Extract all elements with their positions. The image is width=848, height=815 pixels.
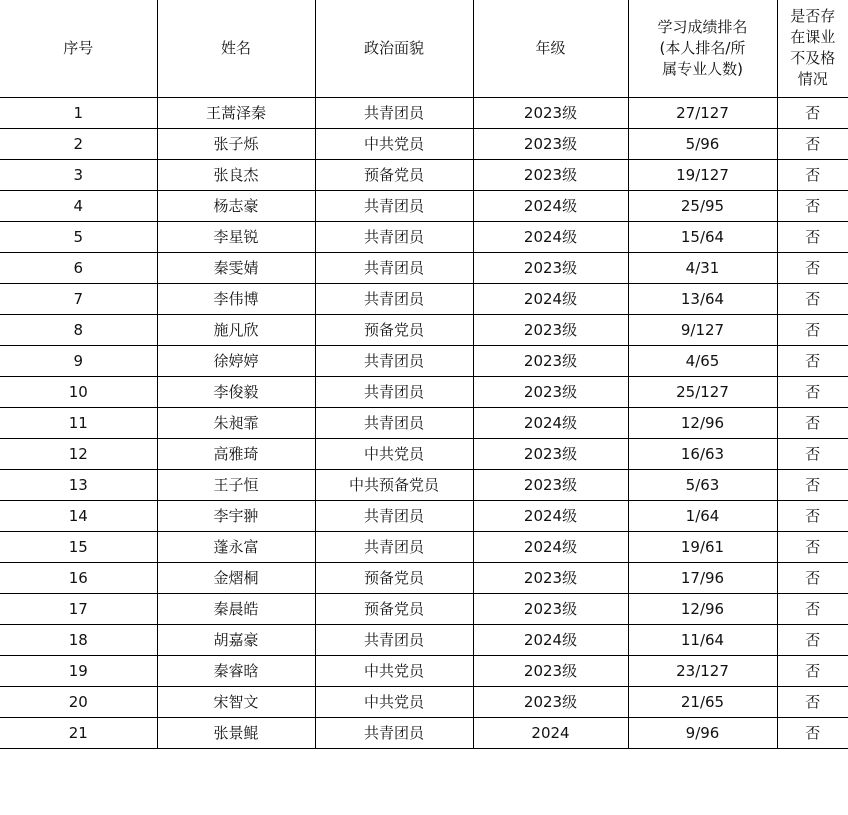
cell-fail: 否 [777,221,848,252]
table-row [0,562,848,593]
cell-fail: 否 [777,562,848,593]
cell-name: 李宇翀 [157,500,315,531]
cell-grade: 2023级 [473,686,628,717]
cell-fail: 否 [777,159,848,190]
cell-rank: 11/64 [628,624,777,655]
cell-index: 17 [0,593,157,624]
header-political: 政治面貌 [315,0,473,97]
cell-grade: 2024级 [473,531,628,562]
cell-name: 秦睿晗 [157,655,315,686]
cell-rank: 15/64 [628,221,777,252]
cell-index: 19 [0,655,157,686]
cell-name: 胡嘉豪 [157,624,315,655]
cell-political: 共青团员 [315,376,473,407]
cell-political: 共青团员 [315,97,473,128]
cell-fail: 否 [777,500,848,531]
cell-index: 6 [0,252,157,283]
cell-rank: 13/64 [628,283,777,314]
cell-name: 杨志豪 [157,190,315,221]
table-row [0,686,848,717]
cell-rank: 23/127 [628,655,777,686]
cell-fail: 否 [777,252,848,283]
cell-name: 李星锐 [157,221,315,252]
header-rank-line3: 属专业人数) [662,59,743,78]
cell-name: 张良杰 [157,159,315,190]
table-row [0,531,848,562]
table-row [0,593,848,624]
cell-index: 20 [0,686,157,717]
cell-rank: 12/96 [628,407,777,438]
cell-grade: 2023级 [473,314,628,345]
table-row [0,221,848,252]
cell-fail: 否 [777,593,848,624]
cell-fail: 否 [777,190,848,221]
cell-fail: 否 [777,283,848,314]
cell-rank: 25/95 [628,190,777,221]
cell-index: 7 [0,283,157,314]
cell-name: 王蒿泽秦 [157,97,315,128]
cell-political: 共青团员 [315,624,473,655]
cell-rank: 1/64 [628,500,777,531]
cell-name: 李伟博 [157,283,315,314]
cell-rank: 9/96 [628,717,777,748]
table-row [0,128,848,159]
header-fail [777,0,848,97]
header-fail-line4: 情况 [797,70,828,89]
cell-index: 14 [0,500,157,531]
cell-rank: 4/65 [628,345,777,376]
cell-grade: 2024级 [473,221,628,252]
header-fail-line2: 在课业 [790,28,836,47]
cell-fail: 否 [777,407,848,438]
header-fail-line3: 不及格 [790,49,836,68]
cell-political: 中共党员 [315,128,473,159]
cell-rank: 5/63 [628,469,777,500]
header-rank-line1: 学习成绩排名 [657,17,748,36]
cell-political: 共青团员 [315,252,473,283]
cell-name: 秦雯婧 [157,252,315,283]
cell-name: 李俊毅 [157,376,315,407]
cell-name: 张子烁 [157,128,315,159]
cell-fail: 否 [777,128,848,159]
cell-index: 4 [0,190,157,221]
table-row [0,97,848,128]
cell-grade: 2023级 [473,128,628,159]
table-row [0,500,848,531]
cell-name: 朱昶霏 [157,407,315,438]
header-row [0,0,848,97]
cell-fail: 否 [777,376,848,407]
cell-grade: 2023级 [473,655,628,686]
table-row [0,345,848,376]
cell-political: 共青团员 [315,407,473,438]
cell-rank: 9/127 [628,314,777,345]
table-row [0,190,848,221]
cell-index: 5 [0,221,157,252]
cell-political: 预备党员 [315,562,473,593]
cell-name: 王子恒 [157,469,315,500]
cell-grade: 2023级 [473,593,628,624]
cell-grade: 2024级 [473,624,628,655]
cell-grade: 2023级 [473,159,628,190]
cell-fail: 否 [777,686,848,717]
cell-rank: 25/127 [628,376,777,407]
table-row [0,438,848,469]
table-row [0,624,848,655]
cell-political: 中共党员 [315,438,473,469]
cell-fail: 否 [777,97,848,128]
cell-political: 预备党员 [315,593,473,624]
cell-index: 9 [0,345,157,376]
table-row [0,469,848,500]
cell-name: 徐婷婷 [157,345,315,376]
cell-index: 1 [0,97,157,128]
cell-rank: 21/65 [628,686,777,717]
cell-fail: 否 [777,314,848,345]
table-row [0,314,848,345]
cell-index: 12 [0,438,157,469]
cell-index: 2 [0,128,157,159]
cell-fail: 否 [777,717,848,748]
table-row [0,655,848,686]
table-row [0,407,848,438]
cell-grade: 2023级 [473,438,628,469]
table-row [0,159,848,190]
cell-grade: 2024级 [473,190,628,221]
cell-political: 预备党员 [315,314,473,345]
cell-rank: 12/96 [628,593,777,624]
cell-fail: 否 [777,345,848,376]
cell-political: 预备党员 [315,159,473,190]
cell-political: 中共党员 [315,686,473,717]
cell-name: 蓬永富 [157,531,315,562]
cell-political: 共青团员 [315,190,473,221]
cell-grade: 2023级 [473,97,628,128]
cell-fail: 否 [777,531,848,562]
cell-grade: 2023级 [473,376,628,407]
cell-name: 施凡欣 [157,314,315,345]
cell-rank: 16/63 [628,438,777,469]
table-row [0,376,848,407]
cell-rank: 5/96 [628,128,777,159]
cell-rank: 19/61 [628,531,777,562]
cell-grade: 2024级 [473,500,628,531]
cell-rank: 17/96 [628,562,777,593]
header-fail-line1: 是否存 [790,7,836,26]
cell-grade: 2024 [473,717,628,748]
cell-index: 3 [0,159,157,190]
cell-name: 金熠桐 [157,562,315,593]
header-rank [628,0,777,97]
table-row [0,252,848,283]
cell-index: 21 [0,717,157,748]
cell-grade: 2023级 [473,345,628,376]
header-name: 姓名 [157,0,315,97]
cell-fail: 否 [777,438,848,469]
cell-name: 张景鲲 [157,717,315,748]
cell-grade: 2023级 [473,469,628,500]
cell-rank: 27/127 [628,97,777,128]
cell-rank: 19/127 [628,159,777,190]
header-index: 序号 [0,0,157,97]
cell-political: 共青团员 [315,221,473,252]
table-row [0,717,848,748]
cell-fail: 否 [777,655,848,686]
cell-grade: 2023级 [473,562,628,593]
cell-index: 15 [0,531,157,562]
cell-index: 16 [0,562,157,593]
header-grade: 年级 [473,0,628,97]
cell-index: 13 [0,469,157,500]
cell-political: 共青团员 [315,345,473,376]
cell-name: 宋智文 [157,686,315,717]
cell-political: 共青团员 [315,531,473,562]
cell-grade: 2024级 [473,283,628,314]
cell-index: 10 [0,376,157,407]
cell-index: 8 [0,314,157,345]
header-rank-line2: (本人排名/所 [659,38,746,57]
cell-political: 共青团员 [315,717,473,748]
cell-fail: 否 [777,469,848,500]
cell-political: 中共党员 [315,655,473,686]
cell-political: 共青团员 [315,500,473,531]
cell-rank: 4/31 [628,252,777,283]
table-row [0,283,848,314]
cell-index: 18 [0,624,157,655]
cell-fail: 否 [777,624,848,655]
cell-political: 中共预备党员 [315,469,473,500]
cell-grade: 2023级 [473,252,628,283]
cell-political: 共青团员 [315,283,473,314]
cell-name: 高雅琦 [157,438,315,469]
cell-grade: 2024级 [473,407,628,438]
cell-index: 11 [0,407,157,438]
cell-name: 秦晨皓 [157,593,315,624]
